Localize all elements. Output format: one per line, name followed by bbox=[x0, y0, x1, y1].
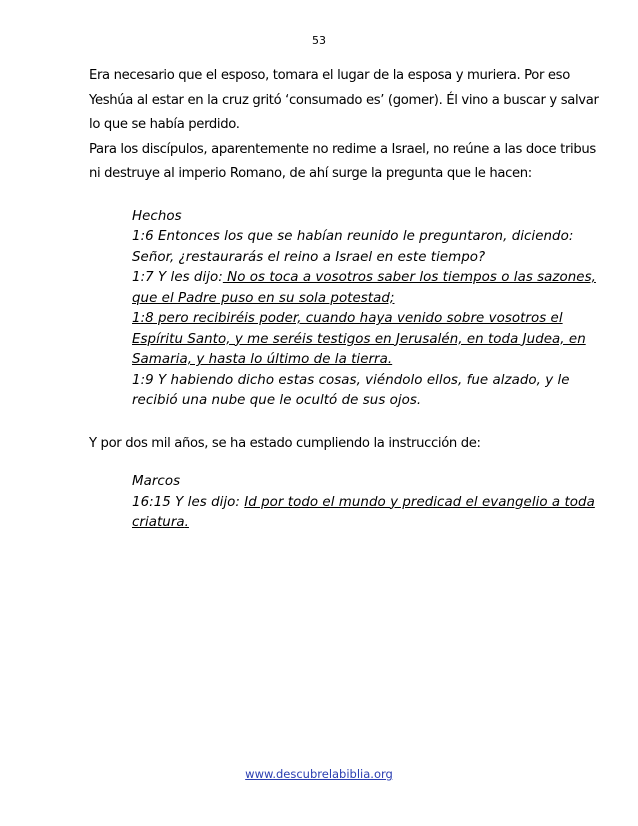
verse-16-15-prefix: 16:15 Y les dijo: bbox=[132, 494, 245, 510]
footer bbox=[0, 767, 638, 781]
page-body bbox=[89, 64, 604, 534]
quote-book-title: Hechos bbox=[132, 208, 182, 224]
verse-1-7-prefix: 1:7 Y les dijo: bbox=[132, 270, 223, 285]
verse-1-7 bbox=[132, 268, 602, 309]
verse-1-8: 1:8 pero recibiréis poder, cuando haya venido sobre vosotros el Espíritu Santo, y me seréis testigos en Jerusalén, en toda Judea, en Samaria, y hasta lo último de la tierra. bbox=[132, 311, 586, 367]
paragraph-1: Era necesario que el esposo, tomara el lugar de la esposa y muriera. Por eso Yeshúa al estar en la cruz gritó ‘consumado es’ (gomer). Él vino a buscar y salvar lo que se había perdido. bbox=[89, 68, 599, 132]
verse-1-9: 1:9 Y habiendo dicho estas cosas, viéndolo ellos, fue alzado, y le recibió una nube que le ocultó de sus ojos. bbox=[132, 372, 570, 408]
verse-16-15 bbox=[132, 493, 602, 534]
paragraph-3: Y por dos mil años, se ha estado cumpliendo la instrucción de: bbox=[89, 435, 481, 451]
verse-16-15-suffix: . bbox=[184, 515, 189, 530]
website-link[interactable]: www.descubrelabiblia.org bbox=[245, 767, 393, 781]
page-number: 53 bbox=[312, 34, 326, 47]
paragraph-2: Para los discípulos, aparentemente no redime a Israel, no reúne a las doce tribus ni destruye al imperio Romano, de ahí surge la pregunta que le hacen: bbox=[89, 141, 596, 181]
verse-16-15-underlined: Id por todo el mundo y predicad el evangelio a toda criatura bbox=[132, 494, 595, 530]
quote-hechos bbox=[132, 207, 602, 412]
verse-1-6: 1:6 Entonces los que se habían reunido le preguntaron, diciendo: Señor, ¿restaurarás el reino a Israel en este tiempo? bbox=[132, 229, 574, 265]
verse-1-7-underlined: No os toca a vosotros saber los tiempos o las sazones, que el Padre puso en su sola potestad; bbox=[132, 270, 596, 306]
quote-marcos bbox=[132, 472, 602, 534]
quote-book-title: Marcos bbox=[132, 474, 181, 489]
